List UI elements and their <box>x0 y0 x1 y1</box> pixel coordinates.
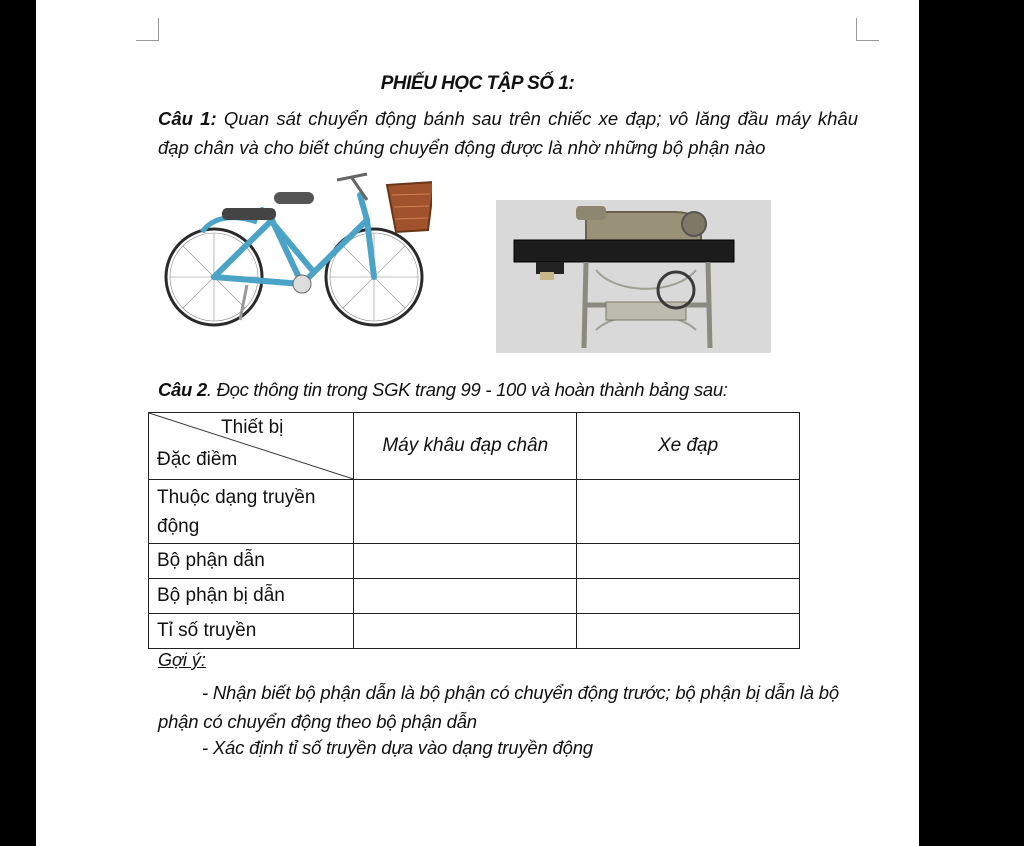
table-row <box>149 544 800 579</box>
answer-cell[interactable] <box>577 579 800 614</box>
corner-label-device: Thiết bị <box>221 417 284 438</box>
column-header-bicycle: Xe đạp <box>577 413 800 480</box>
answer-cell[interactable] <box>354 480 577 544</box>
row-label: Thuộc dạng truyền động <box>149 480 354 544</box>
column-header-sewing-machine: Máy khâu đạp chân <box>354 413 577 480</box>
table-corner-cell <box>149 413 354 480</box>
row-label: Bộ phận bị dẫn <box>149 579 354 614</box>
hint-label: Gợi ý: <box>158 650 206 670</box>
hint-line-1: - Nhận biết bộ phận dẫn là bộ phận có chuyển động trước; bộ phận bị dẫn là bộ phận có chuyển động theo bộ phận dẫn <box>158 682 839 732</box>
sewing-machine-image <box>496 200 771 353</box>
question-2-text: . Đọc thông tin trong SGK trang 99 - 100 và hoàn thành bảng sau: <box>206 379 728 400</box>
answer-cell[interactable] <box>354 579 577 614</box>
hint-line-2: - Xác định tỉ số truyền dựa vào dạng truyền động <box>202 737 593 758</box>
table-header-row <box>149 413 800 480</box>
corner-label-feature: Đặc điềm <box>157 449 238 470</box>
question-1 <box>158 104 858 162</box>
table-row <box>149 614 800 649</box>
row-label: Tỉ số truyền <box>149 614 354 649</box>
table-row <box>149 480 800 544</box>
table-row <box>149 579 800 614</box>
answer-cell[interactable] <box>354 614 577 649</box>
comparison-table <box>148 412 800 649</box>
answer-cell[interactable] <box>577 480 800 544</box>
question-1-text: Quan sát chuyển động bánh sau trên chiếc xe đạp; vô lăng đầu máy khâu đạp chân và cho biết chúng chuyển động được là nhờ những bộ phận nào <box>158 108 858 158</box>
question-2-label: Câu 2 <box>158 379 207 400</box>
answer-cell[interactable] <box>354 544 577 579</box>
bicycle-image <box>162 160 432 330</box>
worksheet-title: PHIẾU HỌC TẬP SỐ 1: <box>380 73 575 94</box>
crop-mark-top-right <box>856 18 879 41</box>
answer-cell[interactable] <box>577 614 800 649</box>
question-1-label: Câu 1: <box>158 108 217 129</box>
row-label: Bộ phận dẫn <box>149 544 354 579</box>
answer-cell[interactable] <box>577 544 800 579</box>
crop-mark-top-left <box>136 18 159 41</box>
document-page <box>36 0 919 846</box>
question-2 <box>158 379 728 401</box>
